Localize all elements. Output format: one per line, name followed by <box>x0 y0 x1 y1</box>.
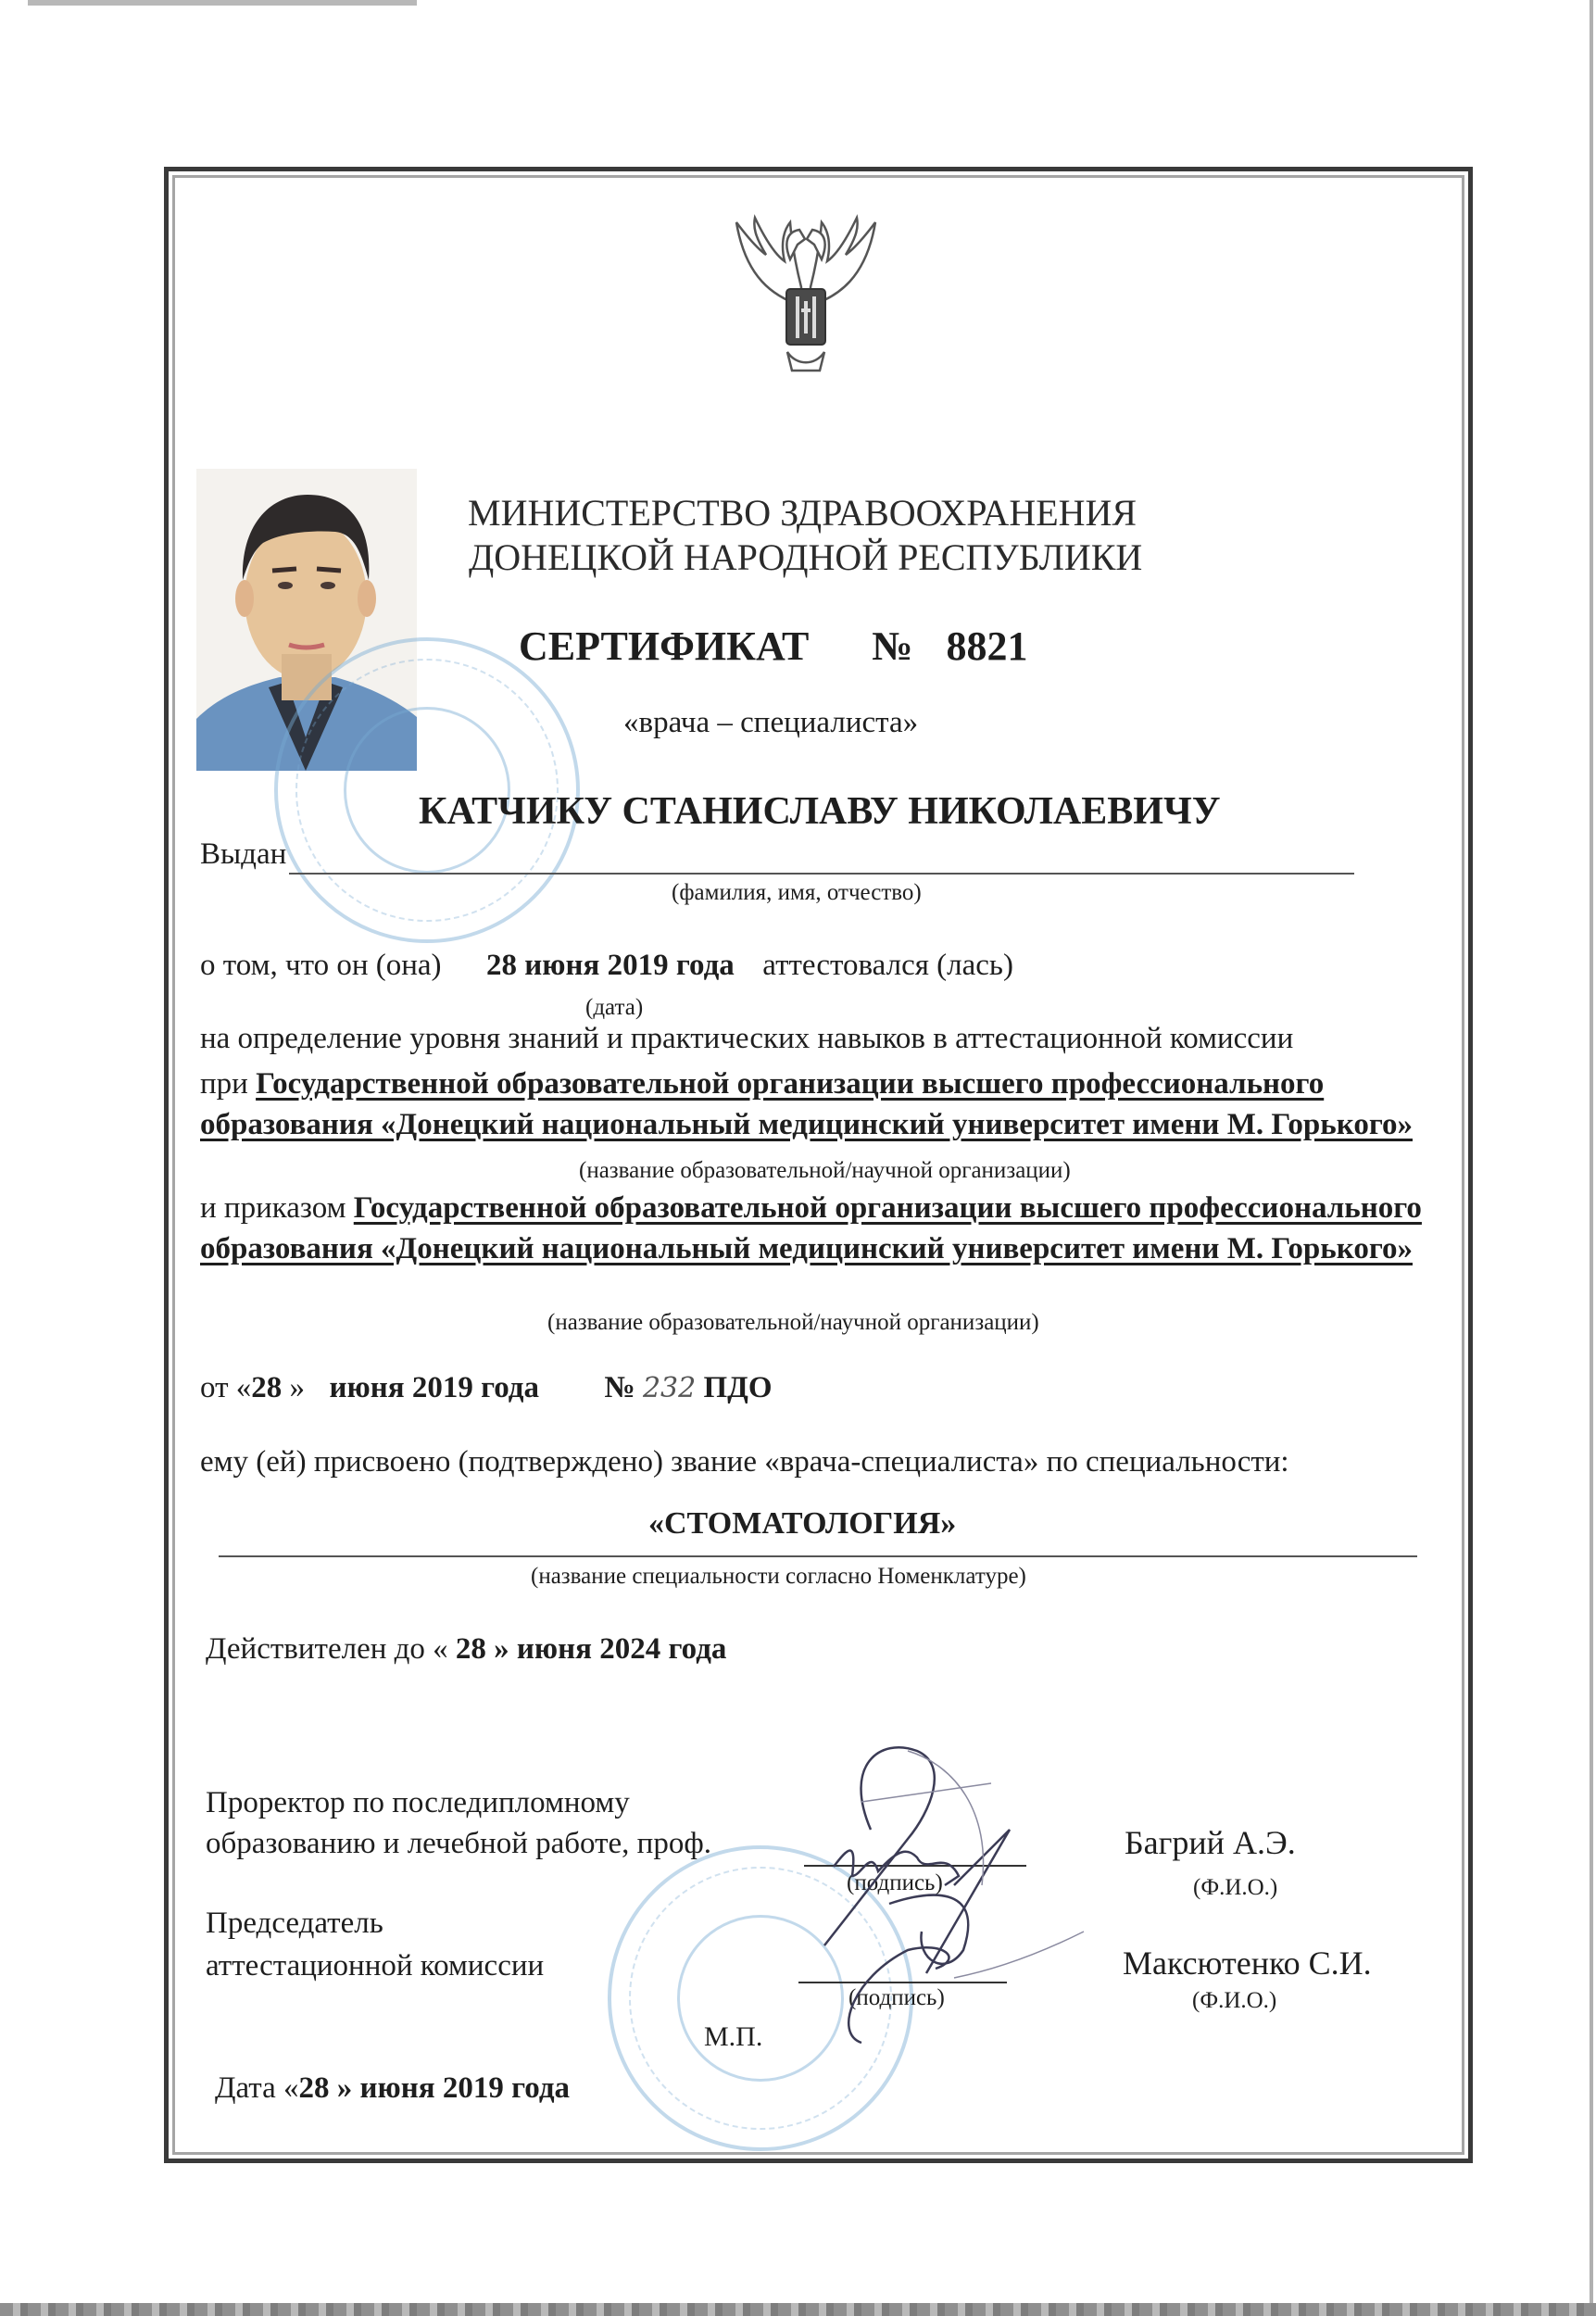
order-organization-line-1 <box>200 1191 1422 1226</box>
specialty-name: «СТОМАТОЛОГИЯ» <box>648 1506 957 1541</box>
order-label: и приказом <box>200 1191 346 1225</box>
coat-of-arms-emblem <box>709 204 903 389</box>
organization-line-1 <box>200 1067 1324 1101</box>
order-organization-line-2: образования «Донецкий национальный медицинский университет имени М. Горького» <box>200 1232 1413 1265</box>
certificate-title <box>519 623 1028 670</box>
attestation-suffix: аттестовался (лась) <box>762 949 1013 982</box>
ministry-line-1: МИНИСТЕРСТВО ЗДРАВООХРАНЕНИЯ <box>468 492 1137 534</box>
attestation-date: 28 июня 2019 года <box>486 949 735 982</box>
signatory-2-position-line-1: Председатель <box>206 1907 383 1940</box>
pri-label: при <box>200 1067 248 1101</box>
seal-place-label: М.П. <box>704 2021 763 2052</box>
signature-scribbles <box>769 1737 1158 2089</box>
order-organization-name-1: Государственной образовательной организации высшего профессионального <box>353 1191 1422 1225</box>
scan-edge-top <box>28 0 417 6</box>
order-close-quote: » <box>282 1371 305 1404</box>
name-underline <box>289 873 1354 875</box>
scan-edge-right <box>1590 0 1593 2307</box>
validity-label: Действителен до « <box>206 1632 456 1666</box>
signatory-1-position-line-2: образованию и лечебной работе, проф. <box>206 1827 711 1860</box>
order-date-line <box>200 1371 773 1405</box>
order-from-label: от « <box>200 1371 252 1404</box>
attestation-line <box>200 949 1013 983</box>
organization-caption: (название образовательной/научной организации) <box>579 1158 1071 1183</box>
certificate-number-sign: № <box>872 623 913 669</box>
signatory-1-name: Багрий А.Э. <box>1125 1824 1296 1861</box>
issue-date-label: Дата « <box>215 2071 299 2105</box>
signature-1-caption: (подпись) <box>847 1870 943 1895</box>
issue-date-line <box>215 2071 570 2106</box>
specialty-caption: (название специальности согласно Номенклатуре) <box>531 1564 1026 1589</box>
issue-date-rest: » июня 2019 года <box>329 2071 571 2105</box>
specialty-underline <box>219 1555 1417 1557</box>
organization-name-1: Государственной образовательной организации высшего профессионального <box>256 1067 1325 1101</box>
signature-2-caption: (подпись) <box>848 1985 945 2010</box>
date-caption: (дата) <box>585 995 644 1020</box>
order-number-handwritten: 232 <box>642 1372 697 1404</box>
signatory-1-name-caption: (Ф.И.О.) <box>1193 1875 1278 1900</box>
validity-line <box>206 1632 726 1667</box>
order-number-sign: № <box>604 1371 635 1404</box>
order-month-year: июня 2019 года <box>329 1371 540 1404</box>
order-organization-caption: (название образовательной/научной организации) <box>547 1310 1039 1335</box>
attestation-prefix: о том, что он (она) <box>200 949 442 982</box>
ministry-line-2: ДОНЕЦКОЙ НАРОДНОЙ РЕСПУБЛИКИ <box>469 536 1143 578</box>
signatory-2-name: Максютенко С.И. <box>1123 1945 1372 1982</box>
validity-rest: » июня 2024 года <box>485 1632 727 1666</box>
specialty-assigned-text: ему (ей) присвоено (подтверждено) звание «врача-специалиста» по специальности: <box>200 1445 1289 1479</box>
validity-day: 28 <box>455 1632 486 1666</box>
name-caption: (фамилия, имя, отчество) <box>672 880 922 905</box>
signatory-2-position-line-2: аттестационной комиссии <box>206 1949 545 1982</box>
organization-line-2: образования «Донецкий национальный медицинский университет имени М. Горького» <box>200 1108 1413 1141</box>
signatory-1-position-line-1: Проректор по последипломному <box>206 1786 630 1819</box>
holder-name: КАТЧИКУ СТАНИСЛАВУ НИКОЛАЕВИЧУ <box>419 790 1221 833</box>
issued-label: Выдан <box>200 837 287 871</box>
certificate-title-text: СЕРТИФИКАТ <box>519 623 810 669</box>
certificate-number: 8821 <box>946 623 1028 669</box>
scan-edge-bottom <box>0 2303 1596 2316</box>
order-number-suffix: ПДО <box>703 1371 773 1404</box>
order-day: 28 <box>251 1371 283 1404</box>
commission-line: на определение уровня знаний и практических навыков в аттестационной комиссии <box>200 1022 1294 1055</box>
certificate-subtitle: «врача – специалиста» <box>623 706 919 739</box>
signatory-2-name-caption: (Ф.И.О.) <box>1192 1988 1277 2013</box>
issue-date-day: 28 <box>298 2071 330 2105</box>
